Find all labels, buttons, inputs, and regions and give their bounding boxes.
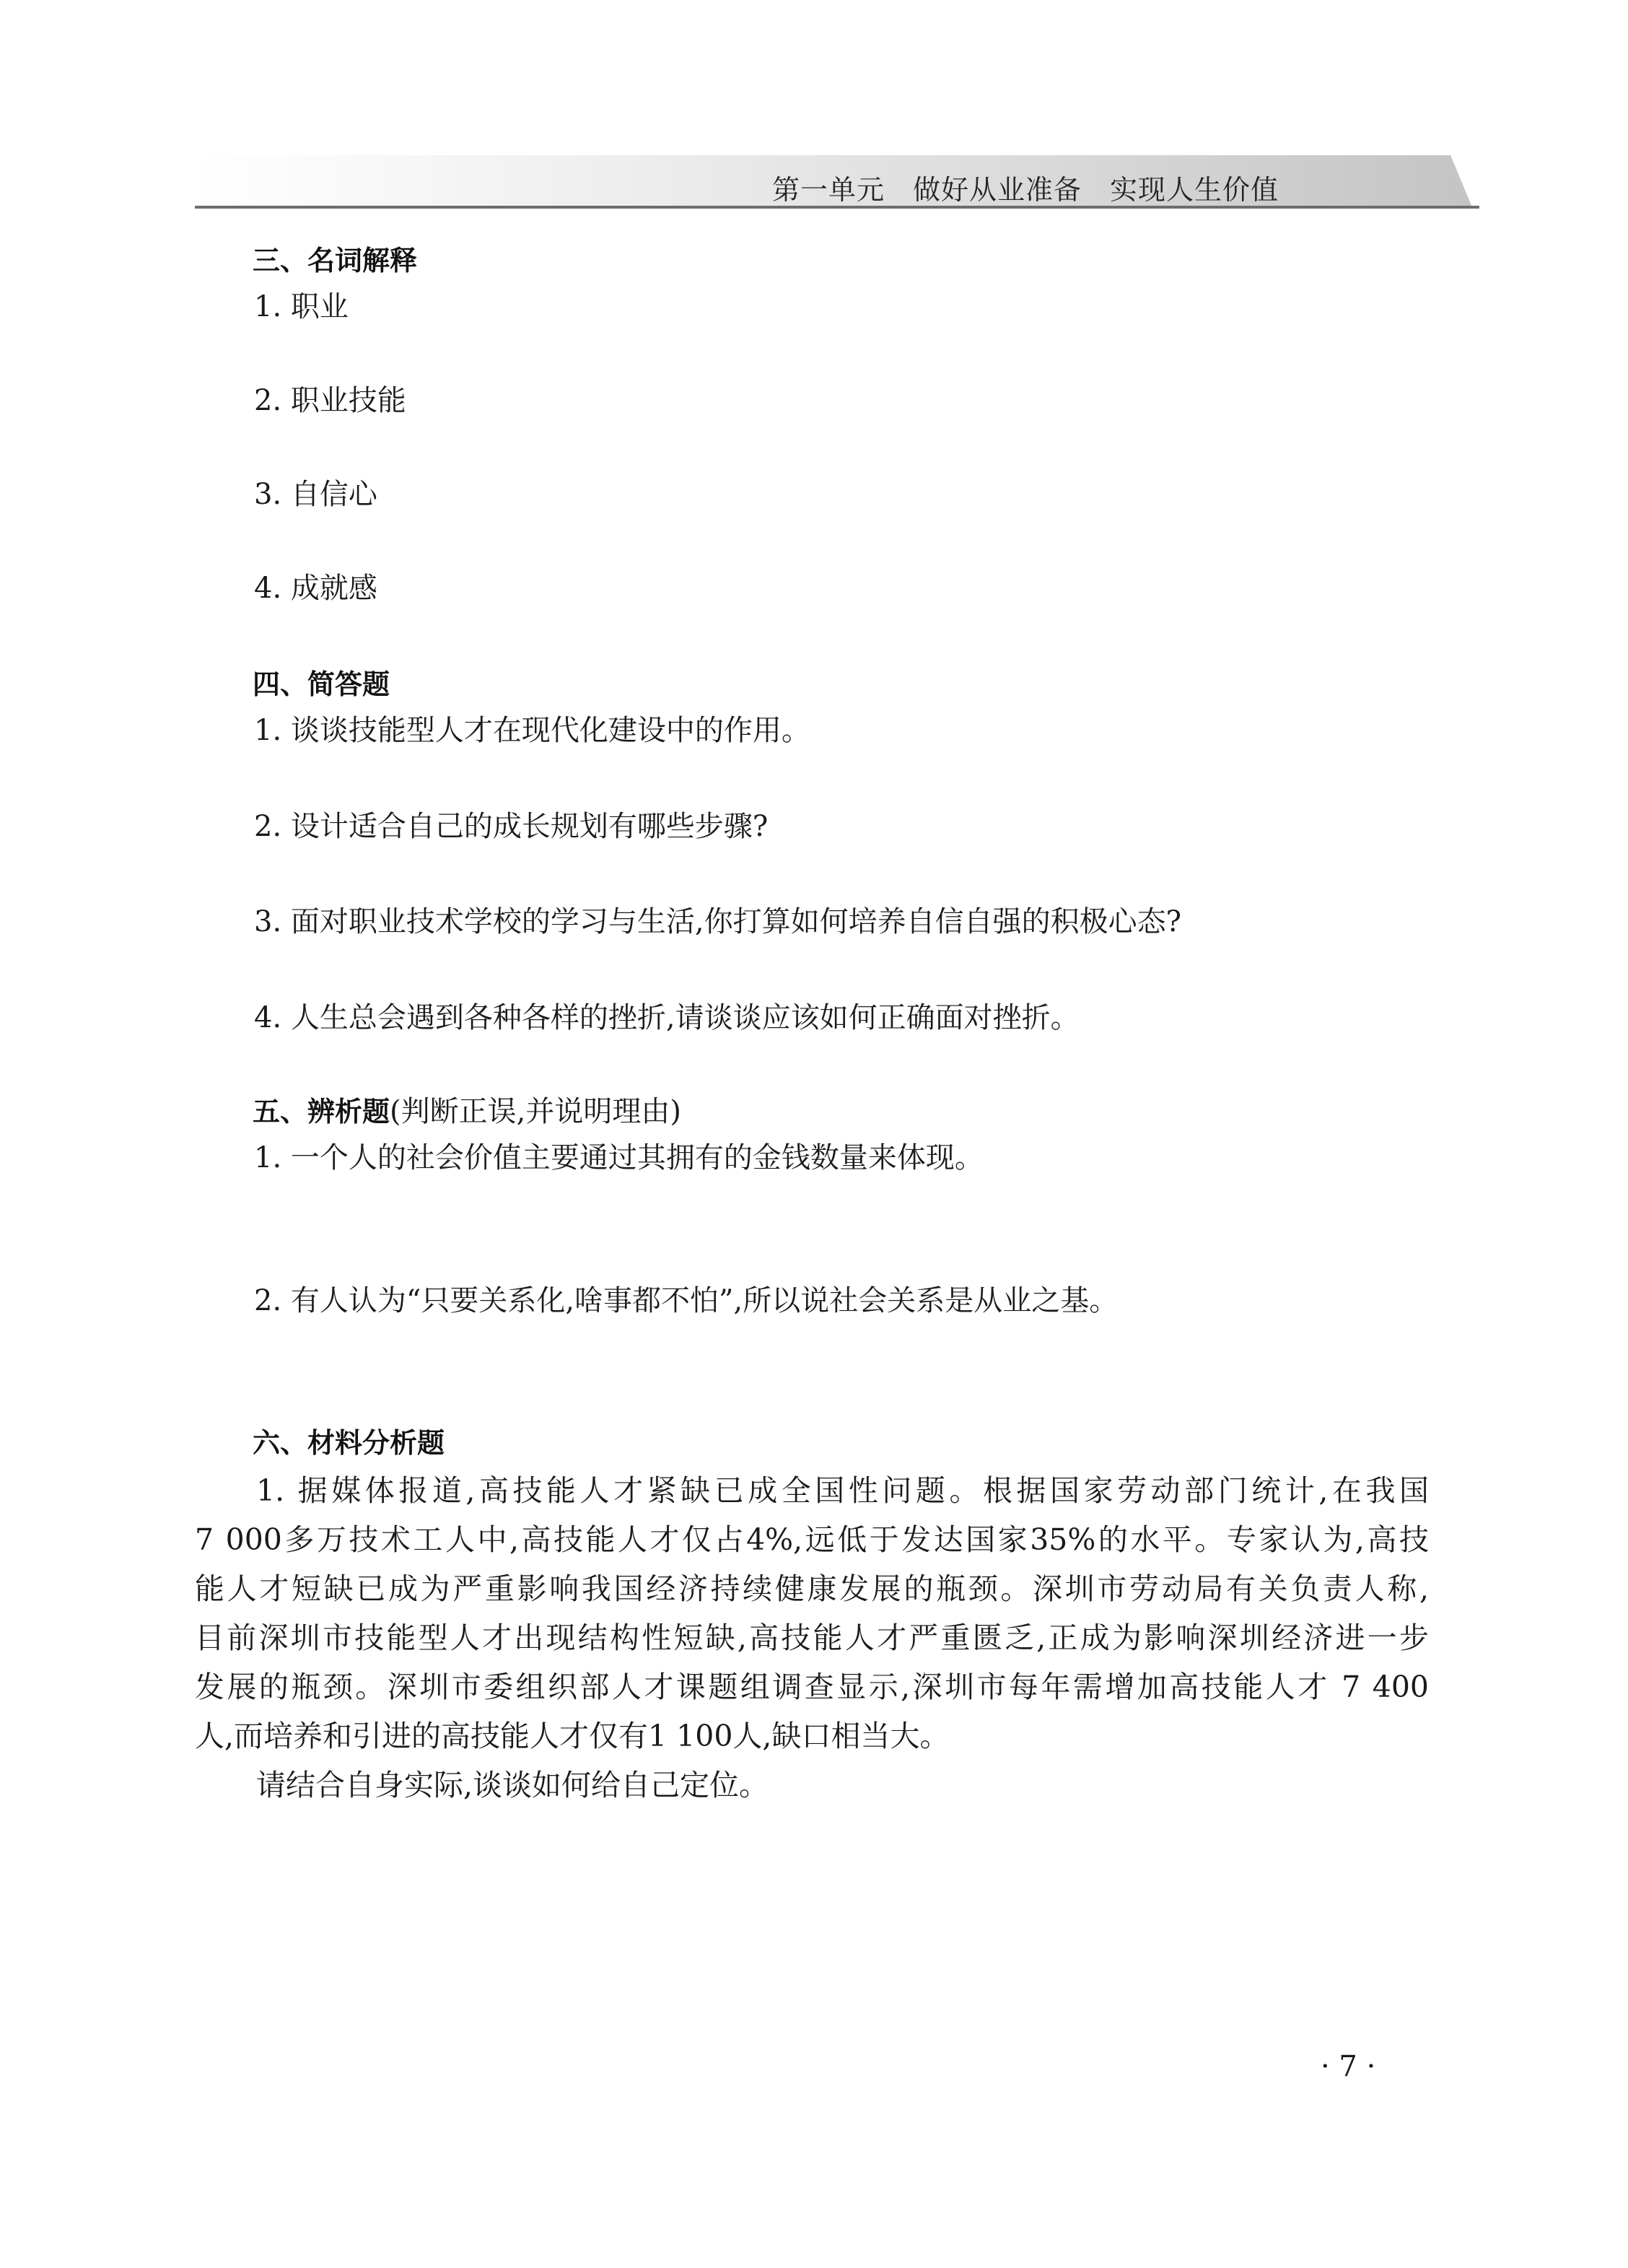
material-line: 7 000多万技术工人中,高技能人才仅占4%,远低于发达国家35%的水平。专家认为,高技 — [195, 1522, 1429, 1557]
running-head: 第一单元 做好从业准备 实现人生价值 — [772, 174, 1279, 206]
material-question: 请结合自身实际,谈谈如何给自己定位。 — [256, 1768, 769, 1802]
list-item: 4. 人生总会遇到各种各样的挫折,请谈谈应该如何正确面对挫折。 — [254, 1001, 1080, 1034]
list-item: 3. 自信心 — [254, 478, 377, 511]
material-line: 发展的瓶颈。深圳市委组织部人才课题组调查显示,深圳市每年需增加高技能人才 7 400 — [195, 1670, 1429, 1704]
list-item: 1. 谈谈技能型人才在现代化建设中的作用。 — [254, 714, 810, 747]
material-line: 能人才短缺已成为严重影响我国经济持续健康发展的瓶颈。深圳市劳动局有关负责人称, — [195, 1571, 1429, 1606]
list-item: 4. 成就感 — [254, 572, 377, 605]
list-item: 3. 面对职业技术学校的学习与生活,你打算如何培养自信自强的积极心态? — [254, 905, 1182, 938]
list-item: 1. 职业 — [254, 290, 349, 323]
list-item: 2. 职业技能 — [254, 384, 406, 417]
material-line: 人,而培养和引进的高技能人才仅有1 100人,缺口相当大。 — [195, 1719, 950, 1753]
section-title-4: 四、简答题 — [253, 668, 390, 700]
material-line: 1. 据媒体报道,高技能人才紧缺已成全国性问题。根据国家劳动部门统计,在我国 — [256, 1473, 1429, 1508]
section-title-5: 五、辨析题 — [253, 1096, 390, 1128]
section-heading-5 — [253, 1089, 681, 1130]
list-item: 2. 有人认为“只要关系化,啥事都不怕”,所以说社会关系是从业之基。 — [254, 1284, 1119, 1317]
page-number: · 7 · — [1321, 2050, 1376, 2083]
list-item: 1. 一个人的社会价值主要通过其拥有的金钱数量来体现。 — [254, 1141, 984, 1174]
list-item: 2. 设计适合自己的成长规划有哪些步骤? — [254, 810, 769, 843]
section-title-3: 三、名词解释 — [253, 245, 418, 276]
material-line: 目前深圳市技能型人才出现结构性短缺,高技能人才严重匮乏,正成为影响深圳经济进一步 — [195, 1621, 1429, 1655]
section-title-note: (判断正误,并说明理由) — [390, 1095, 681, 1128]
section-title-6: 六、材料分析题 — [253, 1427, 445, 1459]
